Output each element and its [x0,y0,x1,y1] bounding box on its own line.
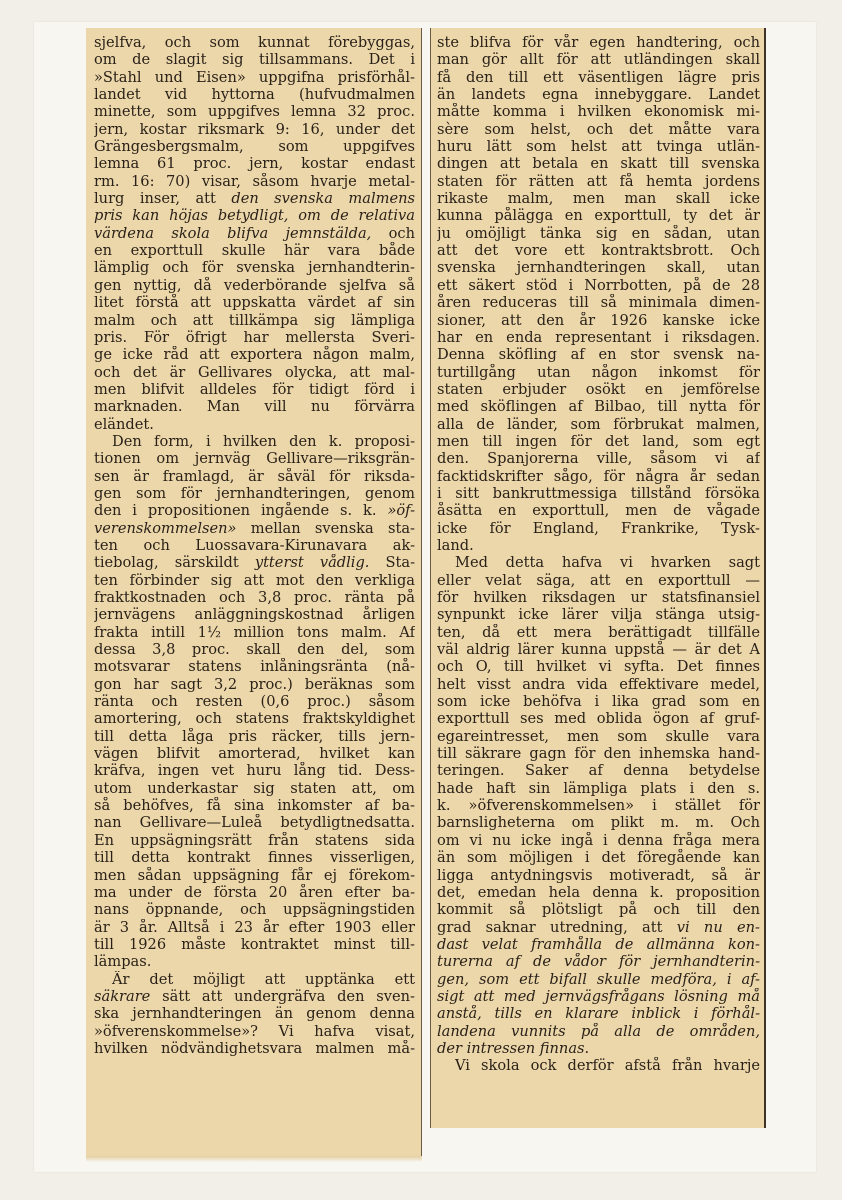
text-run: ränta och resten (0,6 proc.) såsom [94,693,415,711]
text-line [437,259,760,276]
text-run: ska jernhandteringen än genom denna [94,1005,415,1023]
text-run: rikaste malm, men man skall icke [437,190,760,208]
text-line [94,710,415,727]
text-line [94,658,415,675]
text-line [437,346,760,363]
text-line [437,398,760,415]
text-line [94,34,415,51]
text-run: och [371,224,415,242]
text-line [437,433,760,450]
text-run: ste blifva för vår egen handtering, och [437,34,760,51]
text-line [94,312,415,329]
text-run: sen är framlagd, är såväl för riksda- [94,467,415,485]
text-run: ju omöjligt tänka sig en sådan, utan [437,224,760,242]
text-line [437,693,760,710]
text-run: Sta- [369,554,415,572]
text-run: amortering, och statens fraktskyldighet [94,710,415,728]
text-run: sätt att undergräfva den sven- [150,987,415,1005]
text-run: och O, till hvilket vi syfta. Det finnes [437,658,760,676]
torn-paper-edge [86,1156,422,1162]
text-line [437,207,760,224]
text-line [437,242,760,259]
text-run: minette, som uppgifves lemna 32 proc. [94,103,415,121]
text-line [437,173,760,190]
text-line [437,606,760,623]
text-line [437,1005,760,1022]
text-line [94,849,415,866]
text-line [94,1023,415,1040]
text-line [94,936,415,953]
italic-run: gen, som ett bifall skulle medföra, i af- [437,970,760,988]
text-line [437,312,760,329]
text-run: vägen blifvit amorterad, hvilket kan [94,745,415,763]
text-run: synpunkt icke lärer vilja stänga utsig- [437,606,760,624]
text-line [94,51,415,68]
text-run: k. »öfverenskommelsen» i stället för [437,797,760,815]
text-line [94,814,415,831]
text-line [437,867,760,884]
text-line [437,86,760,103]
text-line [437,624,760,641]
text-line [437,814,760,831]
text-run: den i propositionen ingående s. k. [94,502,388,520]
text-line [437,416,760,433]
text-run: landet vid hyttorna (hufvudmalmen [94,86,415,104]
text-run: »öfverenskommelse»? Vi hafva visat, [94,1022,415,1040]
text-line [437,190,760,207]
text-run: väl aldrig lärer kunna uppstå — är det A [437,641,760,659]
text-run: Grängesbergsmalm, som uppgifves [94,138,415,156]
text-line [437,936,760,953]
text-line [94,693,415,710]
text-line [94,155,415,172]
text-line [94,797,415,814]
text-line [437,1023,760,1040]
text-line [437,138,760,155]
text-run: och det är Gellivares olycka, att mal- [94,363,415,381]
text-line [437,589,760,606]
text-run: till 1926 måste kontraktet minst till- [94,935,415,953]
text-run: än landets egna innebyggare. Landet [437,86,760,104]
text-run: sère som helst, och det måtte vara [437,120,760,138]
text-line [437,520,760,537]
text-run: har en enda representant i riksdagen. [437,328,760,346]
text-line [437,554,760,571]
text-run: men sådan uppsägning får ej förekom- [94,866,415,884]
text-line [437,294,760,311]
text-line [94,728,415,745]
text-line [437,381,760,398]
text-line [94,468,415,485]
text-run: lurg inser, att [94,190,232,208]
text-line [437,450,760,467]
text-line [94,86,415,103]
text-run: i sitt bankruttmessiga tillstånd försöka [437,484,760,502]
text-run: men blifvit alldeles för tidigt förd i [94,380,415,398]
text-run: gen som för jernhandteringen, genom [94,484,415,502]
text-run: Vi skola ock derför afstå från hvarje [455,1057,760,1075]
text-line [94,884,415,901]
text-line [437,884,760,901]
text-run: till detta låga pris räcker, tills jern- [94,727,415,745]
text-line [94,225,415,242]
text-line [437,364,760,381]
text-run: nan Gellivare—Luleå betydligtnedsatta. [94,814,415,832]
italic-run: säkrare [94,987,151,1005]
text-run: ett säkert stöd i Norrbotten, på de 28 [437,276,760,294]
text-line [94,919,415,936]
text-run: egareintresset, men som skulle vara [437,727,760,745]
text-run: till säkrare gagn för den inhemska hand- [437,745,760,763]
text-run: ten och Luossavara-Kirunavara ak- [94,536,415,554]
text-run: utom underkastar sig staten att, om [94,779,415,797]
text-line [437,1057,760,1074]
text-run: för hvilken riksdagen ur statsfinansiel [437,589,760,606]
text-line [437,745,760,762]
text-run: lemna 61 proc. jern, kostar endast [94,155,415,173]
text-line [94,173,415,190]
text-line [437,728,760,745]
text-run: ma under de första 20 åren efter ba- [94,883,415,901]
text-line [94,971,415,988]
text-line [94,745,415,762]
text-run: men till ingen för det land, som egt [437,432,760,450]
italic-run: värdena skola blifva jemnstälda, [94,224,372,242]
text-line [94,329,415,346]
text-line [94,259,415,276]
text-line [94,554,415,571]
text-run: tionen om jernväg Gellivare—riksgrän- [94,450,415,468]
text-line [94,485,415,502]
text-line [437,121,760,138]
text-run: marknaden. Man vill nu förvärra [94,398,415,416]
text-line [437,51,760,68]
text-run: rm. 16: 70) visar, såsom hvarje metal- [94,172,415,190]
text-run: Den form, i hvilken den k. proposi- [112,432,415,450]
text-line [94,121,415,138]
text-line [94,606,415,623]
text-run: Med detta hafva vi hvarken sagt [455,554,760,572]
text-line [437,676,760,693]
text-run: barnsligheterna om plikt m. m. Och [437,814,760,832]
text-run: ten, då ett mera berättigadt tillfälle [437,623,760,641]
text-run: lämpas. [94,953,152,971]
text-line [94,450,415,467]
text-run: som icke behöfva i lika grad som en [437,693,760,711]
text-run: pris. För öfrigt har mellersta Sveri- [94,328,415,346]
italic-run: anstå, tills en klarare inblick i förhål- [437,1005,760,1023]
text-run: nans öppnande, och uppsägningstiden [94,901,415,919]
text-run: dessa 3,8 proc. skall den del, som [94,641,415,659]
text-line [437,485,760,502]
italic-run: »öf- [387,502,415,520]
text-line [94,207,415,224]
text-line [437,329,760,346]
italic-run: der intressen finnas. [437,1039,590,1057]
text-run: att det vore ett kontraktsbrott. Och [437,242,760,260]
text-line [94,641,415,658]
text-line [437,502,760,519]
text-line [94,103,415,120]
italic-run: turerna af de vådor för jernhandterin- [437,953,760,971]
text-run: än som möjligen i det föregående kan [437,849,760,867]
text-line [437,69,760,86]
text-line [94,138,415,155]
text-line [94,416,415,433]
text-run: lämplig och för svenska jernhandterin- [94,259,415,277]
text-run: en exporttull skulle här vara både [94,242,415,260]
text-run: ligga antydningsvis motiveradt, så är [437,866,760,884]
text-line [94,364,415,381]
text-run: En uppsägningsrätt från statens sida [94,831,415,849]
text-run: alla de länder, som förbrukat malmen, [437,415,760,433]
text-line [94,676,415,693]
text-run: jern, kostar riksmark 9: 16, under det [94,120,415,138]
text-line [94,572,415,589]
text-run: till detta kontrakt finnes visserligen, [94,849,415,867]
text-line [437,225,760,242]
text-line [437,849,760,866]
text-line [437,572,760,589]
text-line [437,103,760,120]
text-run: Denna sköfling af en stor svensk na- [437,346,760,364]
text-run: måtte komma i hvilken ekonomisk mi- [437,103,760,121]
text-run: sioner, att den år 1926 kanske icke [437,311,760,329]
text-line [94,901,415,918]
text-line [94,953,415,970]
text-run: mellan svenska sta- [236,519,415,537]
text-line [437,971,760,988]
text-run: om de slagit sig tillsammans. Det i [94,51,415,69]
text-line [94,69,415,86]
text-line [94,502,415,519]
text-line [437,34,760,51]
text-run: huru lätt som helst att tvinga utlän- [437,138,760,156]
text-run: staten för rätten att få hemta jordens [437,172,760,190]
text-line [437,797,760,814]
text-run: hvilken nödvändighetsvara malmen må- [94,1039,415,1057]
text-run: kommit så plötsligt på och till den [437,901,760,919]
text-line [94,346,415,363]
text-line [94,867,415,884]
text-run: exporttull ses med oblida ögon af gruf- [437,710,760,728]
text-line [94,537,415,554]
text-run: kunna pålägga en exporttull, ty det är [437,207,760,225]
italic-run: vi nu en- [676,918,760,936]
italic-run: verenskommelsen» [94,519,237,537]
text-run: motsvarar statens inlåningsränta (nå- [94,658,415,676]
text-run: den. Spanjorerna ville, såsom vi af [437,450,760,468]
text-line [437,468,760,485]
text-run: staten erbjuder osökt en jemförelse [437,380,760,398]
text-run: turtillgång utan någon inkomst för [437,363,760,381]
text-run: det, emedan hela denna k. proposition [437,883,760,901]
text-run: sjelfva, och som kunnat förebyggas, [94,34,415,51]
text-run: är 3 år. Alltså i 23 år efter 1903 eller [94,918,415,936]
text-run: gon har sagt 3,2 proc.) beräknas som [94,675,415,693]
text-line [94,589,415,606]
text-run: ten förbinder sig att mot den verkliga [94,571,415,589]
italic-run: pris kan höjas betydligt, om de relativa [94,207,415,225]
text-line [437,919,760,936]
text-run: jernvägens anläggningskostnad årligen [94,606,415,624]
text-run: frakta intill 1½ million tons malm. Af [94,623,415,641]
text-line [437,658,760,675]
text-run: eller velat säga, att en exporttull — [437,571,760,589]
text-line [94,520,415,537]
italic-run: landena vunnits på alla de områden, [437,1022,760,1040]
text-run: tiebolag, särskildt [94,554,255,572]
text-line [94,190,415,207]
text-line [94,381,415,398]
text-run: få den till ett väsentligen lägre pris [437,68,760,86]
text-run: Är det möjligt att upptänka ett [112,970,415,988]
text-line [94,832,415,849]
text-run: dingen att betala en skatt till svenska [437,155,760,173]
italic-run: sigt att med jernvägsfrågans lösning må [437,987,760,1005]
italic-run: ytterst vådlig. [254,554,370,572]
text-run: åsätta en exporttull, men de vågade [437,502,760,520]
text-run: ge icke råd att exportera någon malm, [94,346,415,364]
text-line [94,1040,415,1057]
text-line [94,780,415,797]
text-line [94,1005,415,1022]
text-line [437,762,760,779]
text-line [437,953,760,970]
text-run: grad saknar utredning, att [437,918,677,936]
text-line [437,780,760,797]
text-line [94,433,415,450]
text-run: så behöfves, få sina inkomster af ba- [94,797,415,815]
text-run: icke för England, Frankrike, Tysk- [437,519,760,537]
text-run: om vi nu icke ingå i denna fråga mera [437,831,760,849]
text-run: man gör allt för att utländingen skall [437,51,760,69]
italic-run: den svenska malmens [231,190,415,208]
text-line [437,710,760,727]
text-line [437,1040,760,1057]
text-run: teringen. Saker af denna betydelse [437,762,760,780]
text-line [94,294,415,311]
text-run: hade haft sin lämpliga plats i den s. [437,779,760,797]
text-line [94,988,415,1005]
text-run: litet förstå att uppskatta värdet af sin [94,294,415,312]
text-run: facktidskrifter sågo, för några år sedan [437,467,760,485]
text-run: med sköflingen af Bilbao, till nytta för [437,398,760,416]
text-run: land. [437,536,474,554]
text-line [437,988,760,1005]
text-run: eländet. [94,415,154,433]
italic-run: dast velat framhålla de allmänna kon- [437,935,760,953]
text-run: gen nyttig, då vederbörande sjelfva så [94,276,415,294]
text-line [94,398,415,415]
text-run: helt visst andra vida effektivare medel, [437,675,760,693]
text-run: svenska jernhandteringen skall, utan [437,259,760,277]
text-line [437,901,760,918]
text-run: malm och att tillkämpa sig lämpliga [94,311,415,329]
text-line [94,624,415,641]
text-line [437,155,760,172]
text-run: åren reduceras till så minimala dimen- [437,294,760,312]
text-line [94,277,415,294]
text-run: fraktkostnaden och 3,8 proc. ränta på [94,589,415,606]
clipping-column-left [86,28,422,1156]
text-run: kräfva, ingen vet huru lång tid. Dess- [94,762,415,780]
text-line [94,762,415,779]
text-line [437,641,760,658]
text-run: »Stahl und Eisen» uppgifna prisförhål- [94,68,415,86]
text-line [437,832,760,849]
text-line [437,277,760,294]
text-line [94,242,415,259]
text-line [437,537,760,554]
clipping-column-right [430,28,766,1128]
